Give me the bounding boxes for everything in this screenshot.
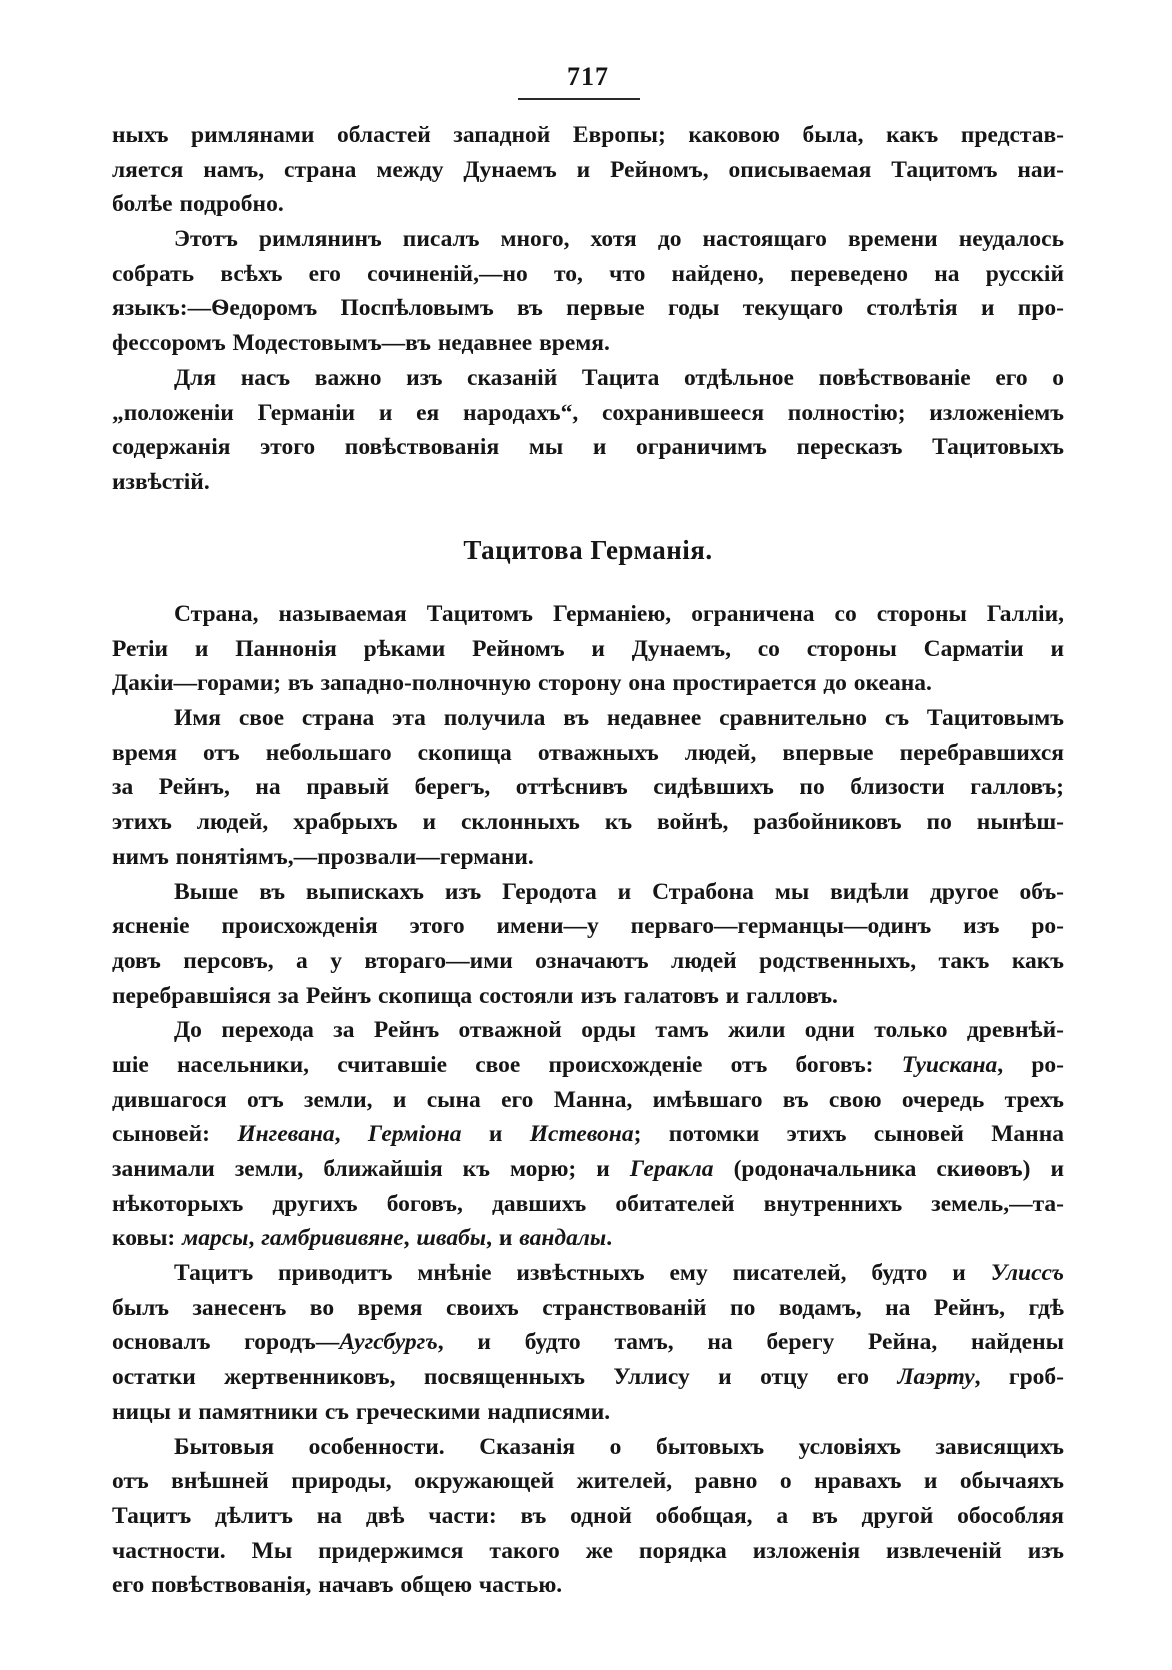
text-segment: (родоначальника скиѳовъ) и	[733, 1156, 1065, 1182]
text-segment: .	[606, 1225, 613, 1252]
text-line	[112, 1221, 1064, 1256]
text-line: „положеніи Германіи и ея народахъ“, сохранившееся полностію; изложеніемъ	[112, 399, 1064, 426]
text-segment: , ро-	[997, 1051, 1064, 1078]
italic-name: Лаэрту	[897, 1364, 975, 1391]
text-line: частности. Мы придержимся такого же порядка изложенія извлеченій изъ	[112, 1537, 1064, 1564]
italic-name: Ингевана	[237, 1121, 335, 1148]
subsection-title: Бытовыя особенности.	[174, 1433, 445, 1460]
italic-name: вандалы	[519, 1225, 607, 1252]
text-line	[112, 1256, 1064, 1291]
text-segment: шіе насельники, считавшіе свое происхожденіе отъ боговъ:	[112, 1051, 874, 1078]
text-segment: Сказанія о бытовыхъ условіяхъ зависящихъ	[479, 1433, 1064, 1460]
text-line: время отъ небольшаго скопища отважныхъ людей, впервые перебравшихся	[112, 739, 1064, 766]
italic-name: Улиссъ	[990, 1260, 1065, 1287]
text-segment: Тацитъ приводитъ мнѣніе извѣстныхъ ему писателей, будто и	[174, 1260, 966, 1287]
text-line: отъ внѣшней природы, окружающей жителей, равно о нравахъ и обычаяхъ	[112, 1468, 1064, 1495]
text-line	[112, 1430, 1064, 1465]
text-segment: ; потомки этихъ сыновей Манна	[633, 1121, 1065, 1148]
text-line: Тацитъ дѣлитъ на двѣ части: въ одной обобщая, а въ другой обособляя	[112, 1502, 1064, 1529]
text-segment: , и будто тамъ, на берегу Рейна, найдены	[437, 1329, 1064, 1356]
italic-name: марсы	[182, 1225, 249, 1252]
text-line: фессоромъ Модестовымъ—въ недавнее время.	[112, 330, 610, 357]
text-segment: остатки жертвенниковъ, посвященныхъ Уллису и отцу его	[112, 1364, 870, 1391]
text-line	[112, 1117, 1064, 1152]
text-line: довъ персовъ, а у втораго—ими означаютъ людей родственныхъ, такъ какъ	[112, 947, 1064, 974]
text-line: былъ занесенъ во время своихъ странствованій по водамъ, на Рейнъ, гдѣ	[112, 1294, 1064, 1321]
text-line: содержанія этого повѣствованія мы и ограничимъ пересказъ Тацитовыхъ	[112, 434, 1064, 461]
text-line: Выше въ выпискахъ изъ Геродота и Страбона мы видѣли другое объ-	[174, 878, 1064, 905]
text-line	[112, 1325, 1064, 1360]
page-number: 717	[567, 62, 609, 91]
text-segment: ,	[403, 1225, 410, 1252]
italic-name: гамбрививяне	[261, 1225, 404, 1252]
italic-name: Туискана	[901, 1051, 998, 1078]
text-segment: ,	[334, 1121, 341, 1148]
text-line: за Рейнъ, на правый берегъ, оттѣснивъ сидѣвшихъ по близости галловъ;	[112, 774, 1064, 801]
text-segment: занимали земли, ближайшія къ морю; и	[112, 1156, 610, 1182]
text-segment: сыновей:	[112, 1121, 210, 1148]
text-line: Ретіи и Паннонія рѣками Рейномъ и Дунаемъ, со стороны Сарматіи и	[112, 635, 1064, 662]
text-segment: ,	[248, 1225, 255, 1252]
text-line: ницы и памятники съ греческими надписями.	[112, 1398, 611, 1425]
text-line: его повѣствованія, начавъ общею частью.	[112, 1572, 563, 1599]
text-line: болѣе подробно.	[112, 191, 284, 218]
text-line: нимъ понятіямъ,—прозвали—германи.	[112, 843, 534, 870]
italic-name: Аугсбургъ	[339, 1329, 438, 1356]
text-line: языкъ:—Ѳедоромъ Поспѣловымъ въ первые годы текущаго столѣтія и про-	[112, 295, 1064, 322]
text-line: Страна, называемая Тацитомъ Германіею, ограничена со стороны Галліи,	[174, 601, 1064, 627]
page-number-underline	[518, 98, 640, 100]
text-segment: , гроб-	[974, 1364, 1064, 1391]
text-line: собрать всѣхъ его сочиненій,—но то, что найдено, переведено на русскій	[112, 260, 1064, 287]
section-heading: Тацитова Германія.	[463, 535, 713, 565]
text-line: ныхъ римлянами областей западной Европы; каковою была, какъ представ-	[112, 122, 1064, 148]
text-line: этихъ людей, храбрыхъ и склонныхъ къ войнѣ, разбойниковъ по нынѣш-	[112, 809, 1064, 836]
text-segment: и	[488, 1121, 503, 1148]
text-segment: ковы:	[112, 1225, 176, 1252]
italic-name: швабы	[416, 1225, 487, 1252]
text-line: ясненіе происхожденія этого имени—у перваго—германцы—одинъ изъ ро-	[112, 913, 1064, 940]
text-segment: основалъ городъ—	[112, 1329, 340, 1356]
intro-paragraphs	[112, 118, 1064, 500]
text-line: ляется намъ, страна между Дунаемъ и Рейномъ, описываемая Тацитомъ наи-	[112, 156, 1064, 183]
text-line: нѣкоторыхъ другихъ боговъ, давшихъ обитателей внутреннихъ земель,—та-	[112, 1190, 1064, 1217]
text-line: Дакіи—горами; въ западно-полночную сторону она простирается до океана.	[112, 670, 932, 697]
italic-name: Истевона	[529, 1121, 634, 1148]
text-line: До перехода за Рейнъ отважной орды тамъ жили одни только древнѣй-	[174, 1017, 1064, 1044]
text-line	[112, 1048, 1064, 1083]
text-line: Имя свое страна эта получила въ недавнее сравнительно съ Тацитовымъ	[174, 705, 1064, 732]
italic-name: Геракла	[629, 1156, 714, 1182]
text-line: извѣстій.	[112, 468, 210, 495]
italic-name: Герміона	[367, 1121, 462, 1148]
text-line: перебравшіяся за Рейнъ скопища состояли изъ галатовъ и галловъ.	[112, 982, 838, 1009]
text-line	[112, 1360, 1064, 1395]
text-line: дившагося отъ земли, и сына его Манна, имѣвшаго въ свою очередь трехъ	[112, 1086, 1064, 1113]
text-line: Этотъ римлянинъ писалъ много, хотя до настоящаго времени неудалось	[174, 226, 1064, 253]
body-paragraphs	[112, 597, 1064, 1603]
text-segment: , и	[486, 1225, 513, 1252]
text-line	[112, 1152, 1064, 1187]
text-line: Для насъ важно изъ сказаній Тацита отдѣльное повѣствованіе его о	[174, 364, 1064, 391]
